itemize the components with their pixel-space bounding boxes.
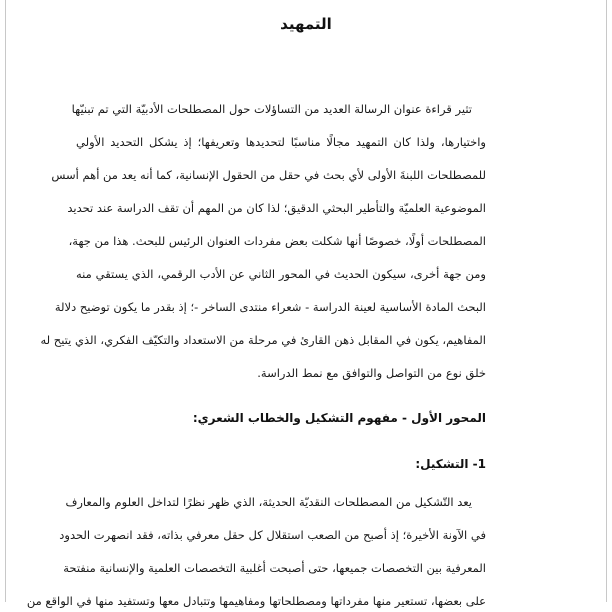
body-line: يعد التّشكيل من المصطلحات النقديّة الحديثة، الذي ظهر نظرًا لتداخل العلوم والمعارف <box>65 495 472 509</box>
intro-line: تثير قراءة عنوان الرسالة العديد من التساؤلات حول المصطلحات الأدبيّة التي تم تبنيّها <box>71 102 472 116</box>
intro-line: البحث المادة الأساسية لعينة الدراسة - شعراء منتدى الساخر -؛ إذ بقدر ما يكون توضيح دلالة <box>54 300 486 314</box>
intro-line: واختيارها، ولذا كان التمهيد مجالًا مناسبًا لتحديدها وتعريفها؛ إذ يشكل التحديد الأولي <box>76 135 486 149</box>
intro-line: الموضوعية العلميّة والتأطير البحثي الدقيق؛ لذا كان من المهم أن تقف الدراسة عند تحديد <box>67 201 486 215</box>
section-heading: المحور الأول - مفهوم التشكيل والخطاب الشعري: <box>192 411 486 425</box>
intro-line: المصطلحات أولًا، خصوصًا أنها شكلت بعض مفردات العنوان الرئيس للبحث. هذا من جهة، <box>68 234 486 248</box>
intro-line: للمصطلحات اللبنةَ الأولى لأي بحث في حقل من الحقول الإنسانية، كما أنه يعد من أهم أسس <box>51 168 486 182</box>
subheading: 1- التشكيل: <box>415 457 486 471</box>
document-page <box>5 0 607 608</box>
intro-line: ومن جهة أخرى، سيكون الحديث في المحور الثاني عن الأدب الرقمي، الذي يستقي منه <box>76 267 486 281</box>
body-line: في الآونة الأخيرة؛ إذ أصبح من الصعب استقلال كل حقل معرفي بذاته، فقد انصهرت الحدود <box>59 528 486 542</box>
intro-line: خلق نوع من التواصل والتوافق مع نمط الدراسة. <box>257 366 486 380</box>
page-title: التمهيد <box>280 15 332 33</box>
body-line: المعرفية بين التخصصات جميعها، حتى أصبحت أغلبية التخصصات العلمية والإنسانية منفتحة <box>63 561 486 575</box>
intro-line: المفاهيم، يكون في المقابل ذهن القارئ في مرحلة من الاستعداد والتكيّف الفكري، الذي يتيح له <box>40 333 486 347</box>
body-line: على بعضها، تستعير منها مفرداتها ومصطلحاتها ومفاهيمها وتتبادل معها وتستفيد منها في الواقع من <box>26 594 486 608</box>
